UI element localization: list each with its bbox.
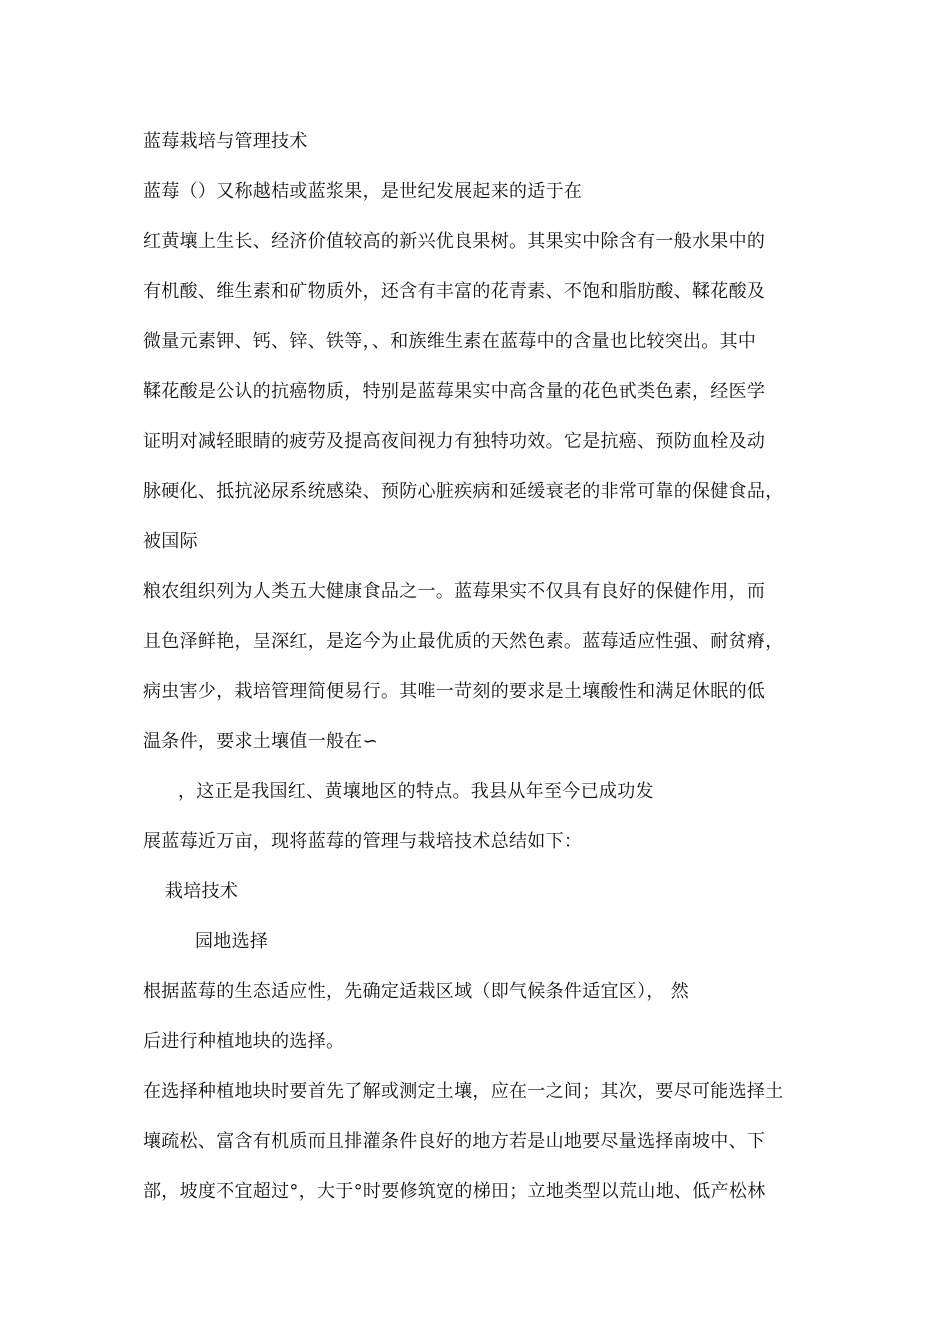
text-line-3: 有机酸、维生素和矿物质外，还含有丰富的花青素、不饱和脂肪酸、鞣花酸及 [143,281,766,302]
text-line-4: 微量元素钾、钙、锌、铁等，、和族维生素在蓝莓中的含量也比较突出。其中 [143,331,757,352]
text-line-5: 鞣花酸是公认的抗癌物质，特别是蓝莓果实中高含量的花色甙类色素，经医学 [143,381,766,402]
subsection-heading: 园地选择 [195,931,269,952]
text-line-10: 且色泽鲜艳，呈深红，是迄今为止最优质的天然色素。蓝莓适应性强、耐贫瘠， [143,631,784,652]
text-line-12: 温条件，要求土壤值一般在∽ [143,731,378,752]
text-line-17: 根据蓝莓的生态适应性，先确定适栽区域（即气候条件适宜区）， 然 [143,981,690,1002]
text-line-2: 红黄壤上生长、经济价值较高的新兴优良果树。其果实中除含有一般水果中的 [143,231,766,252]
text-line-11: 病虫害少，栽培管理简便易行。其唯一苛刻的要求是土壤酸性和满足休眠的低 [143,681,766,702]
text-line-20: 壤疏松、富含有机质而且排灌条件良好的地方若是山地要尽量选择南坡中、下 [143,1131,766,1152]
section-heading: 栽培技术 [165,881,239,902]
text-line-9: 粮农组织列为人类五大健康食品之一。蓝莓果实不仅具有良好的保健作用，而 [143,581,766,602]
text-line-6: 证明对减轻眼睛的疲劳及提高夜间视力有独特功效。它是抗癌、预防血栓及动 [143,431,766,452]
text-line-8: 被国际 [143,531,198,552]
text-line-7: 脉硬化、抵抗泌尿系统感染、预防心脏疾病和延缓衰老的非常可靠的保健食品， [143,481,784,502]
text-line-19: 在选择种植地块时要首先了解或测定土壤，应在一之间；其次，要尽可能选择土 [143,1081,784,1102]
document-title: 蓝莓栽培与管理技术 [143,131,308,152]
text-line-18: 后进行种植地块的选择。 [143,1031,345,1052]
text-line-14: 展蓝莓近万亩，现将蓝莓的管理与栽培技术总结如下： [143,831,583,852]
text-line-13: ，这正是我国红、黄壤地区的特点。我县从年至今已成功发 [178,781,654,802]
text-line-21: 部，坡度不宜超过°，大于°时要修筑宽的梯田；立地类型以荒山地、低产松林 [143,1181,766,1202]
text-line-1: 蓝莓（）又称越桔或蓝浆果，是世纪发展起来的适于在 [143,181,583,202]
